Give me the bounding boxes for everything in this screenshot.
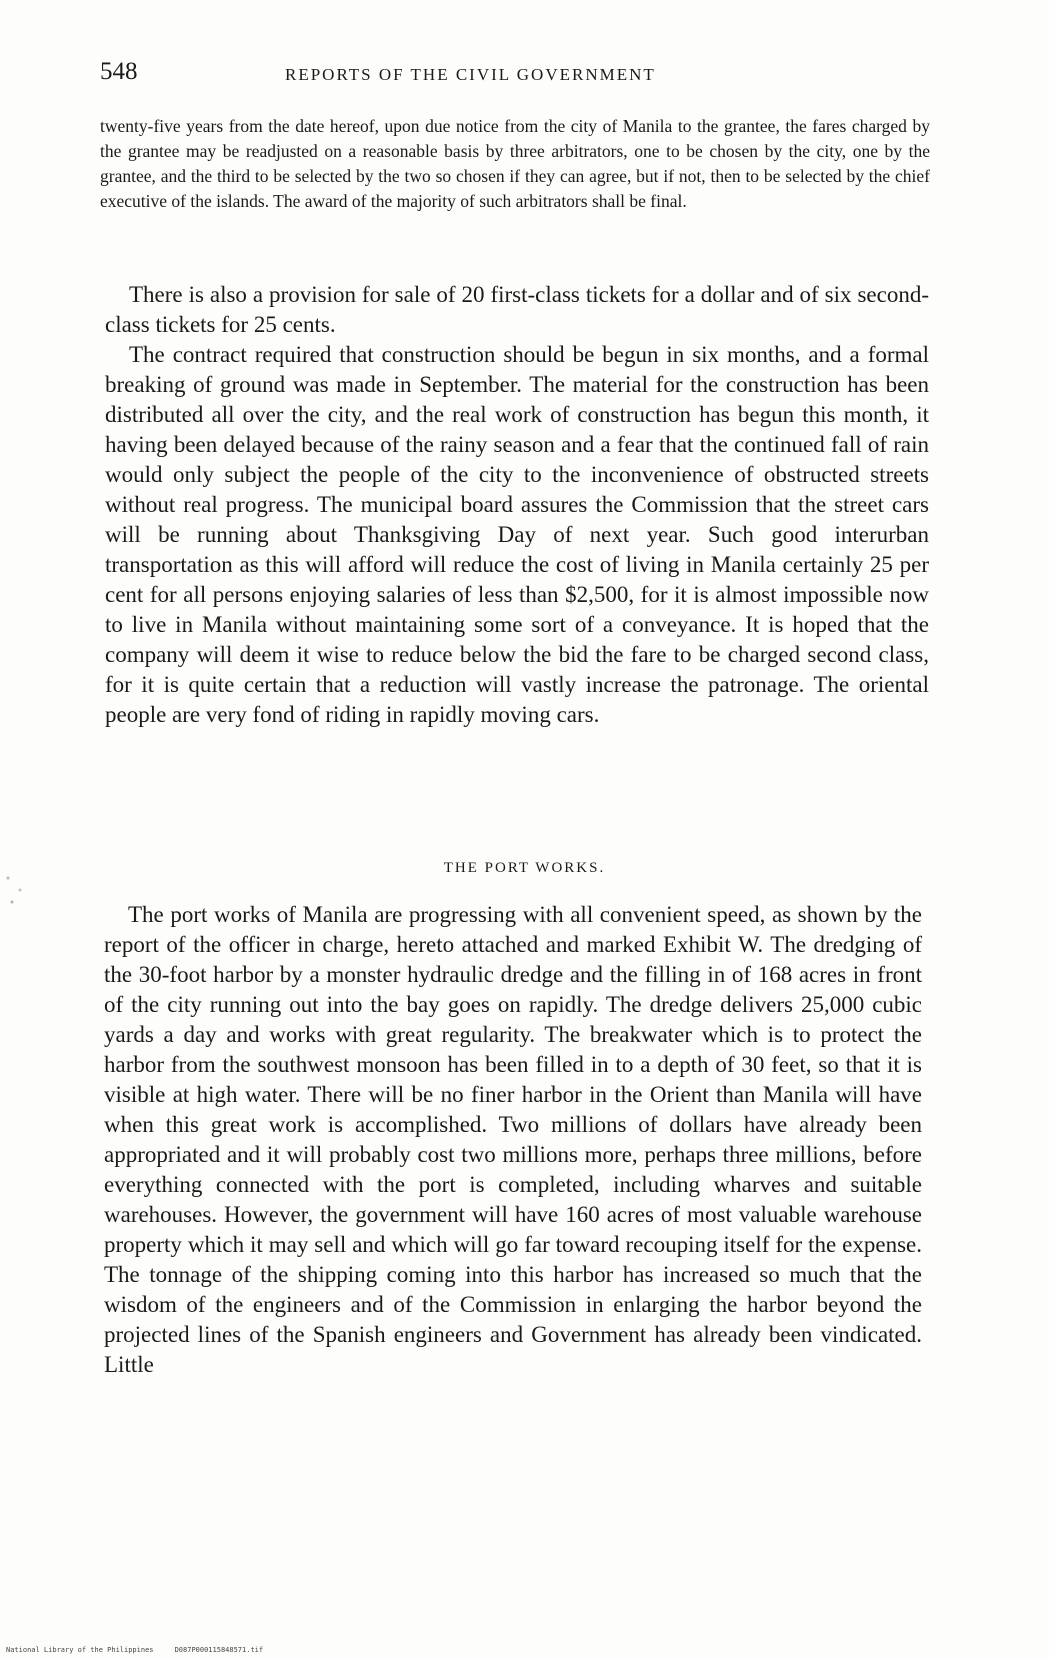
paragraph-construction: The contract required that construction should be begun in six months, and a formal breaking of ground was made in September. The material for the construction has been distributed all over the city, and the real work of construction has begun this month, it having been delayed because of the rainy season and a fear that the continued fall of rain would only subject the people of the city to the inconvenience of obstructed streets without real progress. The municipal board assures the Commission that the street cars will be running about Thanksgiving Day of next year. Such good interurban transportation as this will afford will reduce the cost of living in Manila certainly 25 per cent for all persons enjoying salaries of less than $2,500, for it is almost impossible now to live in Manila without maintaining some sort of a conveyance. It is hoped that the company will deem it wise to reduce below the bid the fare to be charged second class, for it is quite certain that a reduction will vastly increase the patronage. The oriental people are very fond of riding in rapidly moving cars. [105,342,929,727]
page-header [100,58,930,88]
footer-library: National Library of the Philippines [6,1646,154,1654]
scan-footer [6,1646,263,1654]
running-head: REPORTS OF THE CIVIL GOVERNMENT [285,65,656,84]
footer-file-id: D087P000115848571.tif [174,1646,264,1654]
page-number: 548 [100,58,138,85]
paragraph-port-works: The port works of Manila are progressing with all convenient speed, as shown by the report of the officer in charge, hereto attached and marked Exhibit W. The dredging of the 30-foot harbor by a monster hydraulic dredge and the filling in of 168 acres in front of the city running out into the bay goes on rapidly. The dredge delivers 25,000 cubic yards a day and works with great regularity. The breakwater which is to protect the harbor from the southwest monsoon has been filled in to a depth of 30 feet, so that it is visible at high water. There will be no finer harbor in the Orient than Manila will have when this great work is accomplished. Two millions of dollars have already been appropriated and it will probably cost two millions more, perhaps three millions, before everything connected with the port is completed, including wharves and suitable warehouses. However, the government will have 160 acres of most valuable warehouse property which it may sell and which will go far toward recouping itself for the expense. The tonnage of the shipping coming into this harbor has increased so much that the wisdom of the engineers and of the Commission in enlarging the harbor beyond the projected lines of the Spanish engineers and Government has already been vindicated. Little [104,902,922,1377]
paragraph-tickets: There is also a provision for sale of 20 first-class tickets for a dollar and of six second-class tickets for 25 cents. [105,282,929,337]
continued-quote: twenty-five years from the date hereof, upon due notice from the city of Manila to the grantee, the fares charged by the grantee may be readjusted on a reasonable basis by three arbitrators, one to be chosen by the city, one by the grantee, and the third to be selected by the two so chosen if they can agree, but if not, then to be selected by the chief executive of the islands. The award of the majority of such arbitrators shall be final. [100,116,930,211]
section-heading: THE PORT WORKS. [443,860,606,876]
